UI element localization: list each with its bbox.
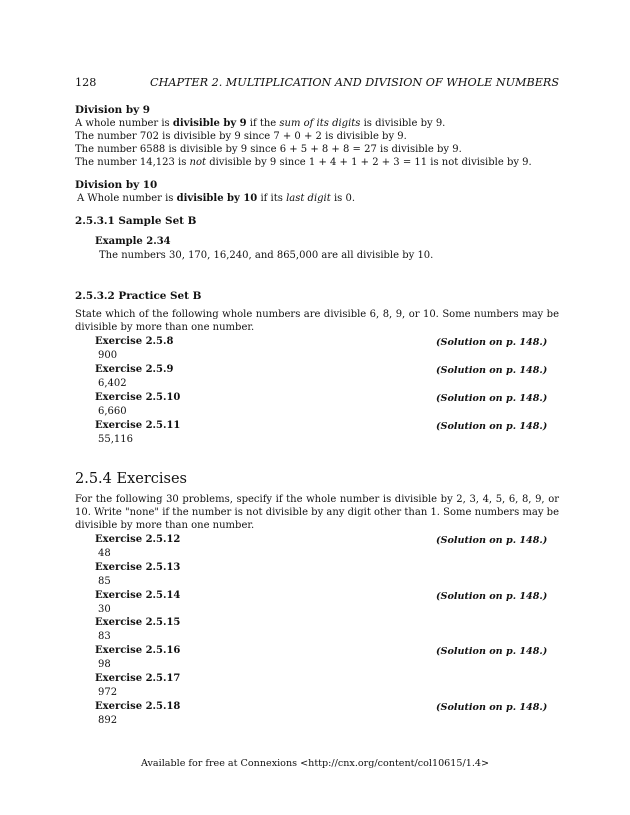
division-by-9-example-2: The number 6588 is divisible by 9 since 6 + 5 + 8 + 8 = 27 is divisible by 9. xyxy=(75,144,462,155)
page-header xyxy=(75,76,559,92)
exercise-value: 892 xyxy=(98,714,118,726)
example-label: Example 2.34 xyxy=(95,236,171,247)
rule-text: if the xyxy=(246,118,280,129)
exercise-value: 30 xyxy=(98,603,111,615)
exercise-label: Exercise 2.5.12 xyxy=(95,534,181,545)
division-by-9-example-3 xyxy=(75,156,532,169)
exercise-label: Exercise 2.5.8 xyxy=(95,336,174,347)
exercise-value: 48 xyxy=(98,548,111,559)
rule-text: if its xyxy=(257,193,287,204)
exercise-value: 85 xyxy=(98,575,111,587)
solution-link[interactable]: (Solution on p. 148.) xyxy=(436,590,548,602)
solution-link[interactable]: (Solution on p. 148.) xyxy=(436,701,548,713)
rule-text: A Whole number is xyxy=(77,193,177,204)
solution-link[interactable]: (Solution on p. 148.) xyxy=(436,421,548,432)
exercise-value: 6,660 xyxy=(98,406,127,417)
exercise-label: Exercise 2.5.11 xyxy=(95,420,181,431)
exercise-value: 6,402 xyxy=(98,378,127,389)
rule-text: is divisible by 9. xyxy=(360,118,446,129)
example-text: divisible by 9 since 1 + 4 + 1 + 2 + 3 = 11 is not divisible by 9. xyxy=(206,157,532,168)
exercise-value: 55,116 xyxy=(98,434,133,445)
rule-bold-text: divisible by 9 xyxy=(172,118,247,129)
division-by-9-example-1: The number 702 is divisible by 9 since 7 + 0 + 2 is divisible by 9. xyxy=(75,131,407,142)
solution-link[interactable]: (Solution on p. 148.) xyxy=(436,646,548,658)
page-number: 128 xyxy=(75,76,97,89)
exercise-value: 900 xyxy=(98,350,118,361)
practice-set-intro: State which of the following whole numbers are divisible 6, 8, 9, or 10. Some numbers may be divisible by more than one number. xyxy=(75,309,559,333)
exercise-label: Exercise 2.5.13 xyxy=(95,561,181,573)
chapter-title: CHAPTER 2. MULTIPLICATION AND DIVISION OF WHOLE NUMBERS xyxy=(150,76,559,89)
rule-text: A whole number is xyxy=(75,118,173,129)
solution-link[interactable]: (Solution on p. 148.) xyxy=(436,337,548,348)
rule-italic-text: sum of its digits xyxy=(279,118,361,129)
rule-italic-text: last digit xyxy=(286,193,331,204)
exercise-label: Exercise 2.5.9 xyxy=(95,364,174,375)
practice-set-heading: 2.5.3.2 Practice Set B xyxy=(75,290,202,302)
sample-set-heading: 2.5.3.1 Sample Set B xyxy=(75,215,197,227)
division-by-10-heading: Division by 10 xyxy=(75,179,158,191)
rule-text: is 0. xyxy=(330,193,356,204)
solution-link[interactable]: (Solution on p. 148.) xyxy=(436,365,548,376)
division-by-9-heading: Division by 9 xyxy=(75,104,150,116)
exercise-value: 83 xyxy=(98,631,111,643)
exercises-section-heading: 2.5.4 Exercises xyxy=(75,471,187,487)
exercises-section-intro: For the following 30 problems, specify if the whole number is divisible by 2, 3, 4, 5, 6, 8, 9, or 10. Write "none" if the number is not divisible by any digit other than 1. Some numbers may be divisible by more than one number. xyxy=(75,494,559,531)
exercise-label: Exercise 2.5.10 xyxy=(95,392,181,403)
exercise-label: Exercise 2.5.15 xyxy=(95,617,181,629)
division-by-10-rule xyxy=(77,192,355,205)
exercise-label: Exercise 2.5.17 xyxy=(95,673,181,684)
solution-link[interactable]: (Solution on p. 148.) xyxy=(436,393,548,404)
page-footer: Available for free at Connexions <http://cnx.org/content/col10615/1.4> xyxy=(140,758,490,769)
exercise-label: Exercise 2.5.14 xyxy=(95,589,181,601)
exercise-label: Exercise 2.5.16 xyxy=(95,645,181,657)
example-italic-text: not xyxy=(189,157,207,168)
example-text: The number 14,123 is xyxy=(75,157,190,168)
exercise-value: 972 xyxy=(98,687,118,698)
exercise-value: 98 xyxy=(98,659,111,671)
example-text: The numbers 30, 170, 16,240, and 865,000 are all divisible by 10. xyxy=(99,250,434,261)
rule-bold-text: divisible by 10 xyxy=(176,193,258,204)
solution-link[interactable]: (Solution on p. 148.) xyxy=(436,535,548,546)
division-by-9-rule xyxy=(75,117,445,130)
exercise-label: Exercise 2.5.18 xyxy=(95,700,181,712)
